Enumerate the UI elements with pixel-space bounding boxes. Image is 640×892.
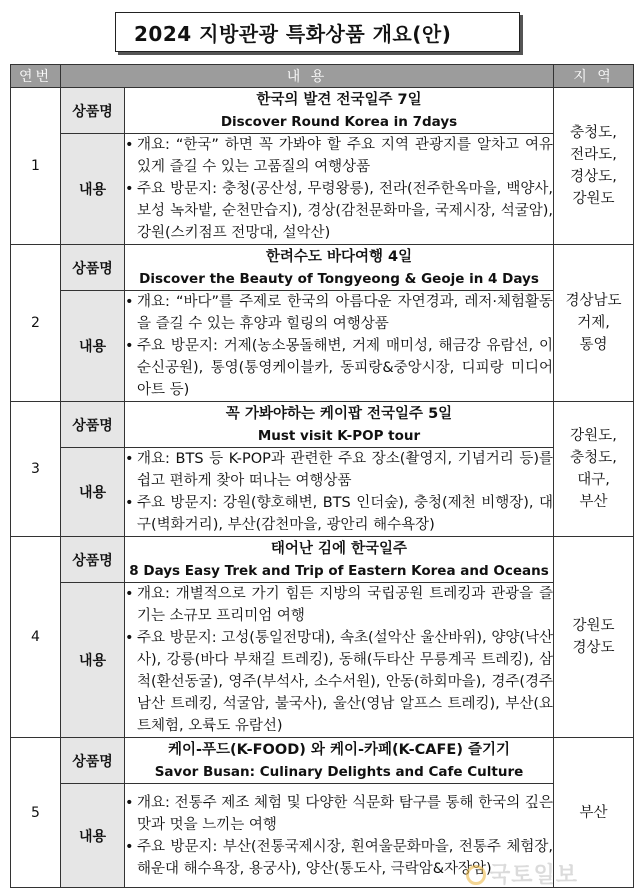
region-line: 부산 [579, 804, 608, 821]
product-name-ko: 한려수도 바다여행 4일 [265, 248, 413, 265]
product-name-en: Must visit K-POP tour [257, 427, 421, 444]
row-number: 1 [11, 88, 61, 245]
row-number: 5 [11, 738, 61, 888]
content-label: 내용 [61, 134, 125, 245]
product-name-label: 상품명 [61, 738, 125, 784]
row-number: 2 [11, 245, 61, 402]
region-line: 통영 [579, 337, 608, 353]
table-row [11, 291, 634, 402]
product-name-label: 상품명 [61, 245, 125, 291]
product-name-ko: 태어난 김에 한국일주 [270, 540, 408, 557]
product-name-en: Discover the Beauty of Tongyeong & Geoje in 4 Days [139, 270, 539, 287]
product-name-cell [125, 738, 554, 784]
region-line: 경상도 [572, 640, 615, 656]
page-title: 2024 지방관광 특화상품 개요(안) [115, 12, 520, 52]
row-number: 3 [11, 402, 61, 537]
product-name-cell [125, 537, 554, 583]
bullet-icon: • [125, 181, 134, 197]
product-name-ko: 케이-푸드(K-FOOD) 와 케이-카페(K-CAFE) 즐기기 [167, 741, 511, 758]
overview-item [125, 291, 553, 335]
region-line: 충청도, [570, 125, 617, 141]
table-row [11, 88, 634, 134]
product-name-en: Discover Round Korea in 7days [220, 113, 458, 130]
region-cell [554, 537, 634, 738]
table-header-row [11, 65, 634, 88]
visits-item [125, 627, 553, 737]
table-row [11, 448, 634, 537]
overview-text: 개요: BTS 등 K-POP과 관련한 주요 장소(촬영지, 기념거리 등)를 쉽고 편하게 찾아 떠나는 여행상품 [137, 451, 553, 489]
region-line: 전라도, [570, 147, 617, 163]
table-row [11, 402, 634, 448]
content-cell [125, 583, 554, 738]
region-cell [554, 738, 634, 888]
bullet-icon: • [125, 794, 134, 811]
row-number: 4 [11, 537, 61, 738]
table-row [11, 738, 634, 784]
product-name-cell [125, 402, 554, 448]
content-cell [125, 784, 554, 888]
bullet-icon: • [125, 495, 134, 511]
region-line: 강원도 [572, 191, 615, 207]
content-label: 내용 [61, 448, 125, 537]
bullet-icon: • [125, 630, 134, 646]
region-line: 거제, [577, 315, 610, 331]
region-line: 강원도 [572, 618, 615, 634]
bullet-icon: • [125, 838, 134, 855]
content-cell [125, 134, 554, 245]
product-name-ko: 꼭 가봐야하는 케이팝 전국일주 5일 [225, 405, 453, 422]
overview-table [10, 64, 634, 888]
bullet-icon: • [125, 294, 134, 310]
content-label: 내용 [61, 583, 125, 738]
table-body [11, 88, 634, 888]
product-name-en: Savor Busan: Culinary Delights and Cafe Culture [154, 763, 524, 780]
region-line: 충청도, [570, 450, 617, 466]
header-region: 지 역 [554, 65, 634, 88]
table-row [11, 784, 634, 888]
region-cell [554, 402, 634, 537]
overview-item [125, 792, 553, 836]
region-line: 강원도, [570, 428, 617, 444]
product-name-ko: 한국의 발견 전국일주 7일 [256, 91, 422, 108]
visits-item [125, 492, 553, 536]
region-line: 대구, [577, 472, 610, 488]
overview-item [125, 583, 553, 627]
visits-text: 주요 방문지: 강원(향호해변, BTS 인더숲), 충청(제천 비행장), 대구(벽화거리), 부산(감천마을, 광안리 해수욕장) [137, 495, 553, 533]
product-name-en: 8 Days Easy Trek and Trip of Eastern Korea and Oceans [129, 562, 549, 579]
region-line: 경상도, [570, 169, 617, 185]
bullet-icon: • [125, 451, 134, 467]
region-cell [554, 245, 634, 402]
content-cell [125, 291, 554, 402]
overview-item [125, 134, 553, 178]
overview-text: 개요: 개별적으로 가기 힘든 지방의 국립공원 트레킹과 관광을 즐기는 소규모 프리미엄 여행 [137, 586, 553, 624]
visits-item [125, 178, 553, 244]
visits-text: 주요 방문지: 충청(공산성, 무령왕릉), 전라(전주한옥마을, 백양사, 보성 녹차밭, 순천만습지), 경상(감천문화마을, 국제시장, 석굴암), 강원(스키점프 전망대, 설악산) [137, 181, 553, 241]
watermark-text: 국토일보 [489, 863, 579, 888]
overview-text: 개요: 전통주 제조 체험 및 다양한 식문화 탐구를 통해 한국의 깊은 맛과 멋을 느끼는 여행 [137, 794, 553, 833]
region-cell [554, 88, 634, 245]
product-name-label: 상품명 [61, 402, 125, 448]
bullet-icon: • [125, 137, 134, 153]
visits-text: 주요 방문지: 부산(전통국제시장, 흰여울문화마을, 전통주 체험장, 해운대 해수욕장, 용궁사), 양산(통도사, 극락암&자장암) [137, 838, 553, 877]
content-label: 내용 [61, 291, 125, 402]
bullet-icon: • [125, 586, 134, 602]
overview-text: 개요: “바다”를 주제로 한국의 아름다운 자연경과, 레저·체험활동을 즐길 수 있는 휴양과 힐링의 여행상품 [137, 294, 553, 332]
visits-item [125, 836, 553, 880]
product-name-label: 상품명 [61, 537, 125, 583]
region-line: 경상남도 [565, 293, 622, 309]
visits-text: 주요 방문지: 고성(통일전망대), 속초(설악산 울산바위), 양양(낙산사), 강릉(바다 부채길 트레킹), 동해(두타산 무릉계곡 트레킹), 삼척(환선동굴), 영주(부석사, 소수서원), 안동(하회마을), 경주(경주남산 트레킹, 석굴암, 불국사), 울산(영남 알프스 트레킹), 부산(요트체험, 오륙도 유람선) [137, 630, 553, 734]
bullet-icon: • [125, 338, 134, 354]
product-name-cell [125, 245, 554, 291]
overview-text: 개요: “한국” 하면 꼭 가봐야 할 주요 지역 관광지를 알차고 여유있게 즐길 수 있는 고품질의 여행상품 [137, 137, 553, 175]
visits-item [125, 335, 553, 401]
table-row [11, 583, 634, 738]
region-line: 부산 [579, 494, 608, 510]
product-name-cell [125, 88, 554, 134]
header-no: 연번 [11, 65, 61, 88]
visits-text: 주요 방문지: 거제(농소몽돌해변, 거제 매미성, 해금강 유람선, 이순신공원), 통영(통영케이블카, 동피랑&중앙시장, 디피랑 미디어아트 등) [137, 338, 553, 398]
table-row [11, 245, 634, 291]
content-label: 내용 [61, 784, 125, 888]
overview-item [125, 448, 553, 492]
product-name-label: 상품명 [61, 88, 125, 134]
table-row [11, 134, 634, 245]
content-cell [125, 448, 554, 537]
table-row [11, 537, 634, 583]
header-content: 내 용 [61, 65, 554, 88]
